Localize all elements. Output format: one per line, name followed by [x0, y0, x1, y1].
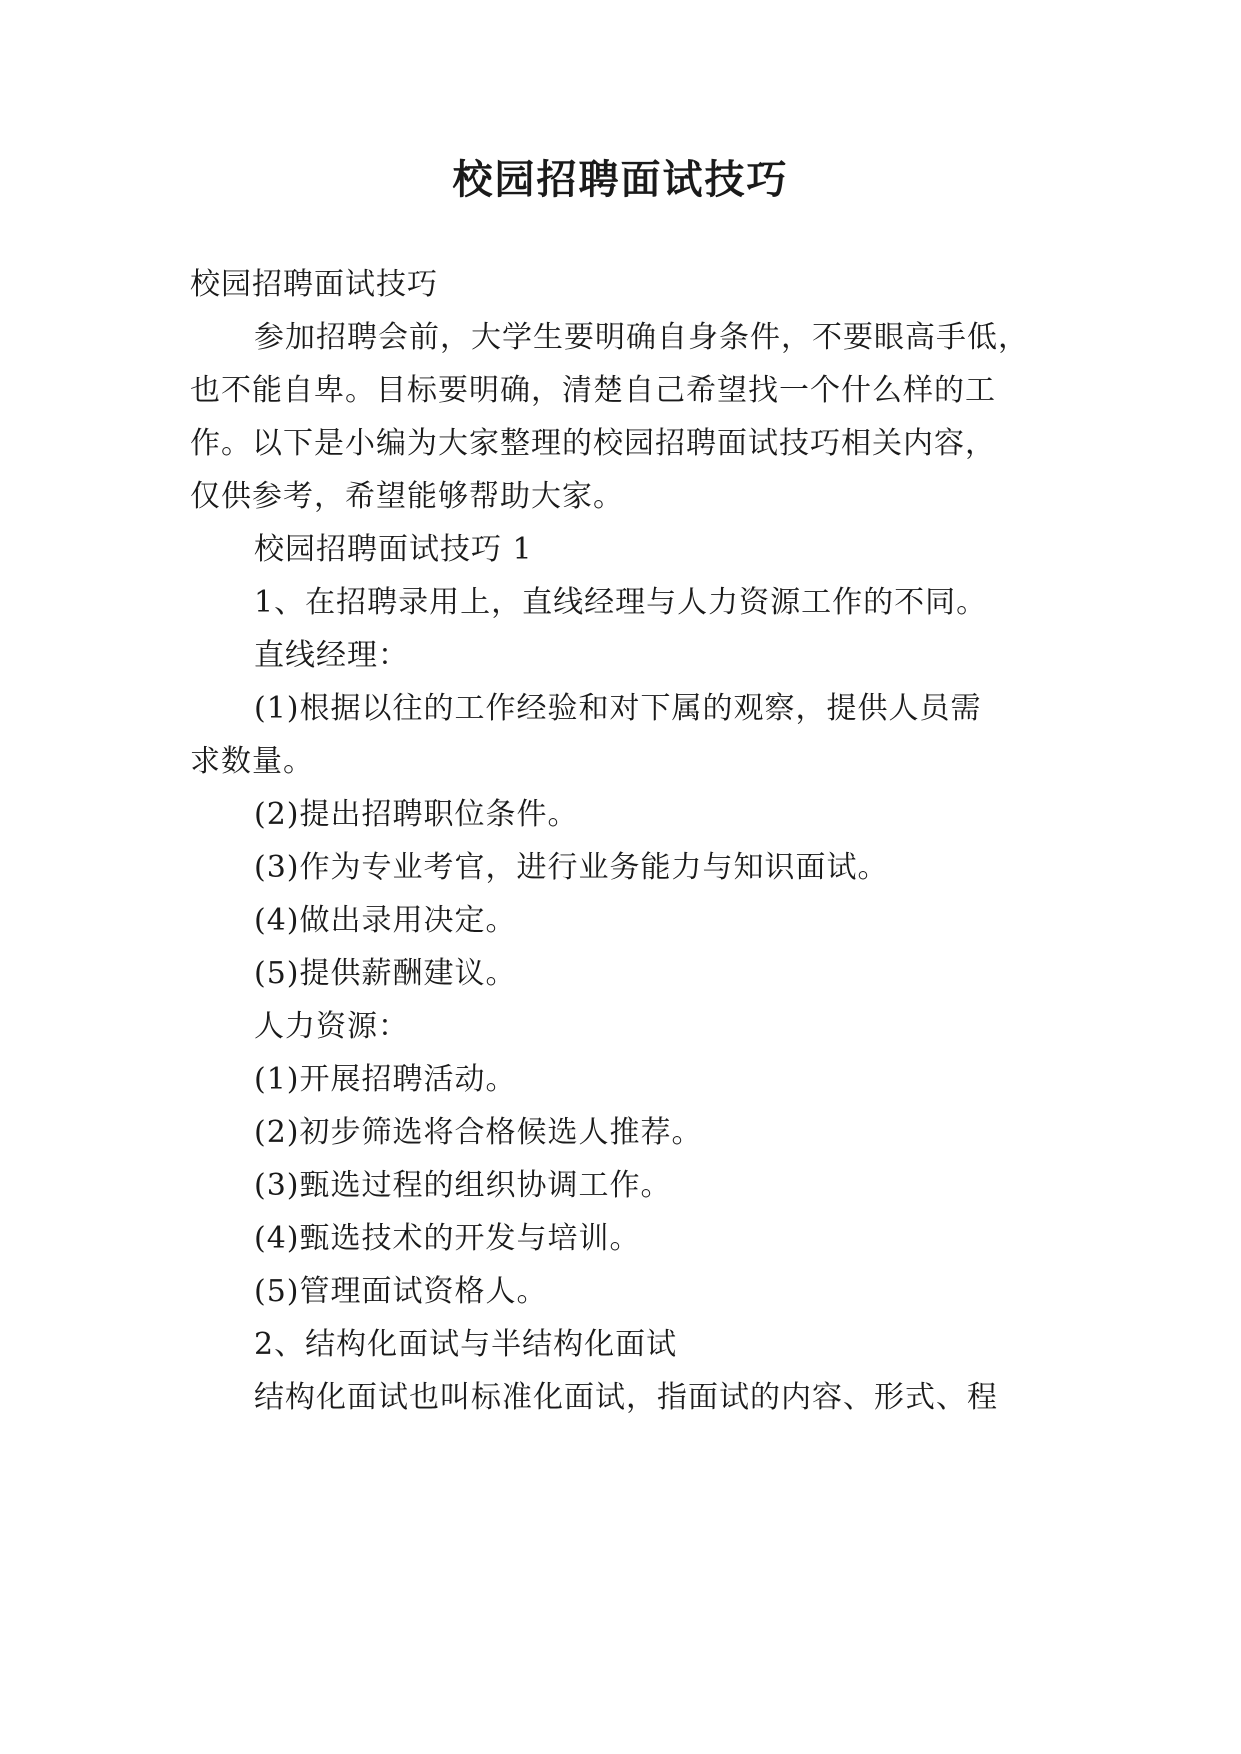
- document-title: 校园招聘面试技巧: [452, 156, 789, 203]
- text-line: (2)提出招聘职位条件。: [254, 797, 579, 832]
- text-line: 仅供参考，希望能够帮助大家。: [190, 479, 624, 514]
- text-line: 结构化面试也叫标准化面试，指面试的内容、形式、程: [254, 1380, 998, 1415]
- text-line: 校园招聘面试技巧: [190, 267, 438, 302]
- text-line: 作。以下是小编为大家整理的校园招聘面试技巧相关内容，: [190, 426, 996, 461]
- text-line: 1、在招聘录用上，直线经理与人力资源工作的不同。: [254, 585, 988, 620]
- text-line: 参加招聘会前，大学生要明确自身条件，不要眼高手低，: [254, 320, 1029, 355]
- text-line: (5)提供薪酬建议。: [254, 956, 517, 991]
- text-line: (3)甄选过程的组织协调工作。: [254, 1168, 672, 1203]
- text-line: 2、结构化面试与半结构化面试: [254, 1327, 678, 1362]
- text-line: (5)管理面试资格人。: [254, 1274, 548, 1309]
- text-line: 直线经理：: [254, 638, 409, 673]
- text-line: (3)作为专业考官，进行业务能力与知识面试。: [254, 850, 889, 885]
- text-line: (1)开展招聘活动。: [254, 1062, 517, 1097]
- text-line: (2)初步筛选将合格候选人推荐。: [254, 1115, 703, 1150]
- text-line: 求数量。: [190, 744, 314, 779]
- text-line: (4)甄选技术的开发与培训。: [254, 1221, 641, 1256]
- text-line: (4)做出录用决定。: [254, 903, 517, 938]
- text-line: 校园招聘面试技巧 1: [254, 532, 533, 567]
- text-line: 人力资源：: [254, 1009, 409, 1044]
- text-line: (1)根据以往的工作经验和对下属的观察，提供人员需: [254, 691, 982, 726]
- text-line: 也不能自卑。目标要明确，清楚自己希望找一个什么样的工: [190, 373, 996, 408]
